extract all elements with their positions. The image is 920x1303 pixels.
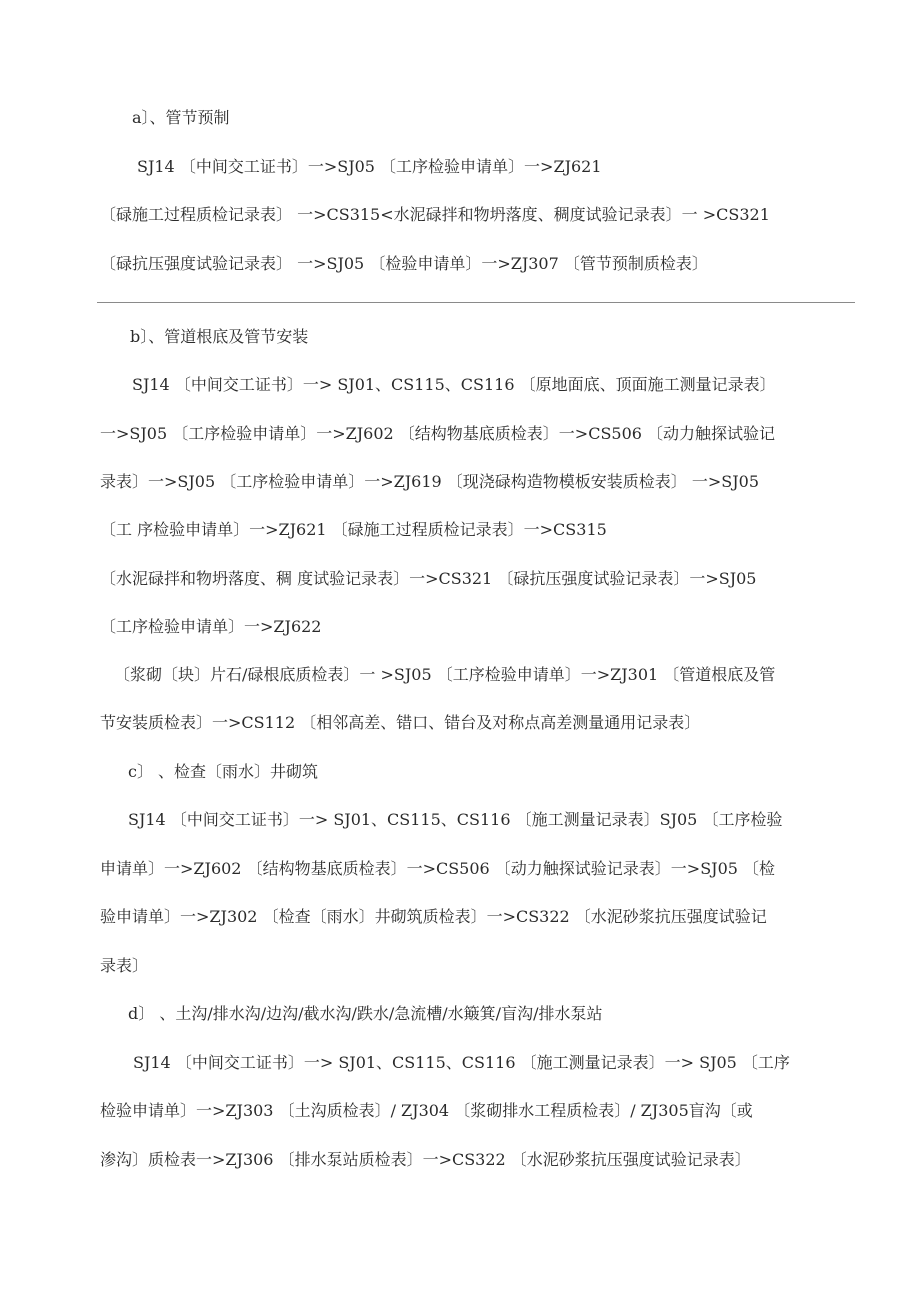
section-b-line-4: 〔工 序检验申请单〕一>ZJ621 〔碌施工过程质检记录表〕一>CS315 [100, 520, 607, 539]
section-b-heading: b〕、管道根底及管节安装 [130, 327, 309, 346]
section-b-line-5: 〔水泥碌拌和物坍落度、稠 度试验记录表〕一>CS321 〔碌抗压强度试验记录表〕一>SJ05 [100, 569, 757, 588]
section-c-line-4: 录表〕 [100, 956, 149, 975]
section-d-line-3: 渗沟〕质检表一>ZJ306 〔排水泵站质检表〕一>CS322 〔水泥砂浆抗压强度试验记录表〕 [100, 1150, 751, 1169]
section-b-line-7: 〔浆砌〔块〕片石/碌根底质检表〕一 >SJ05 〔工序检验申请单〕一>ZJ301 〔管道根底及管 [114, 665, 776, 684]
section-d-line-1: SJ14 〔中间交工证书〕一> SJ01、CS115、CS116 〔施工测量记录表〕一> SJ05 〔工序 [133, 1053, 790, 1072]
section-c-line-2: 申请单〕一>ZJ602 〔结构物基底质检表〕一>CS506 〔动力触探试验记录表〕一>SJ05 〔检 [100, 859, 776, 878]
section-b-line-3: 录表〕一>SJ05 〔工序检验申请单〕一>ZJ619 〔现浇碌构造物模板安装质检表〕 一>SJ05 [100, 472, 760, 491]
section-b-line-2: 一>SJ05 〔工序检验申请单〕一>ZJ602 〔结构物基底质检表〕一>CS506 〔动力触探试验记 [100, 424, 776, 443]
section-b-line-6: 〔工序检验申请单〕一>ZJ622 [100, 617, 322, 636]
section-divider [97, 302, 855, 303]
section-b-line-1: SJ14 〔中间交工证书〕一> SJ01、CS115、CS116 〔原地面底、顶面施工测量记录表〕 [132, 375, 776, 394]
section-d-heading: d〕 、土沟/排水沟/边沟/截水沟/跌水/急流槽/水簸箕/盲沟/排水泵站 [128, 1004, 603, 1023]
section-a-heading: a〕、管节预制 [132, 108, 230, 127]
section-a-line-3: 〔碌抗压强度试验记录表〕 一>SJ05 〔检验申请单〕一>ZJ307 〔管节预制质检表〕 [100, 254, 708, 273]
section-a-line-2: 〔碌施工过程质检记录表〕 一>CS315<水泥碌拌和物坍落度、稠度试验记录表〕一 >CS321 [100, 205, 770, 224]
section-c-line-1: SJ14 〔中间交工证书〕一> SJ01、CS115、CS116 〔施工测量记录表〕SJ05 〔工序检验 [128, 810, 783, 829]
section-c-line-3: 验申请单〕一>ZJ302 〔检查〔雨水〕井砌筑质检表〕一>CS322 〔水泥砂浆抗压强度试验记 [100, 907, 767, 926]
section-d-line-2: 检验申请单〕一>ZJ303 〔土沟质检表〕/ ZJ304 〔浆砌排水工程质检表〕/ ZJ305盲沟〔或 [100, 1101, 753, 1120]
section-a-line-1: SJ14 〔中间交工证书〕一>SJ05 〔工序检验申请单〕一>ZJ621 [137, 157, 602, 176]
section-c-heading: c〕 、检查〔雨水〕井砌筑 [128, 762, 319, 781]
section-b-line-8: 节安装质检表〕一>CS112 〔相邻高差、错口、错台及对称点高差测量通用记录表〕 [100, 713, 701, 732]
